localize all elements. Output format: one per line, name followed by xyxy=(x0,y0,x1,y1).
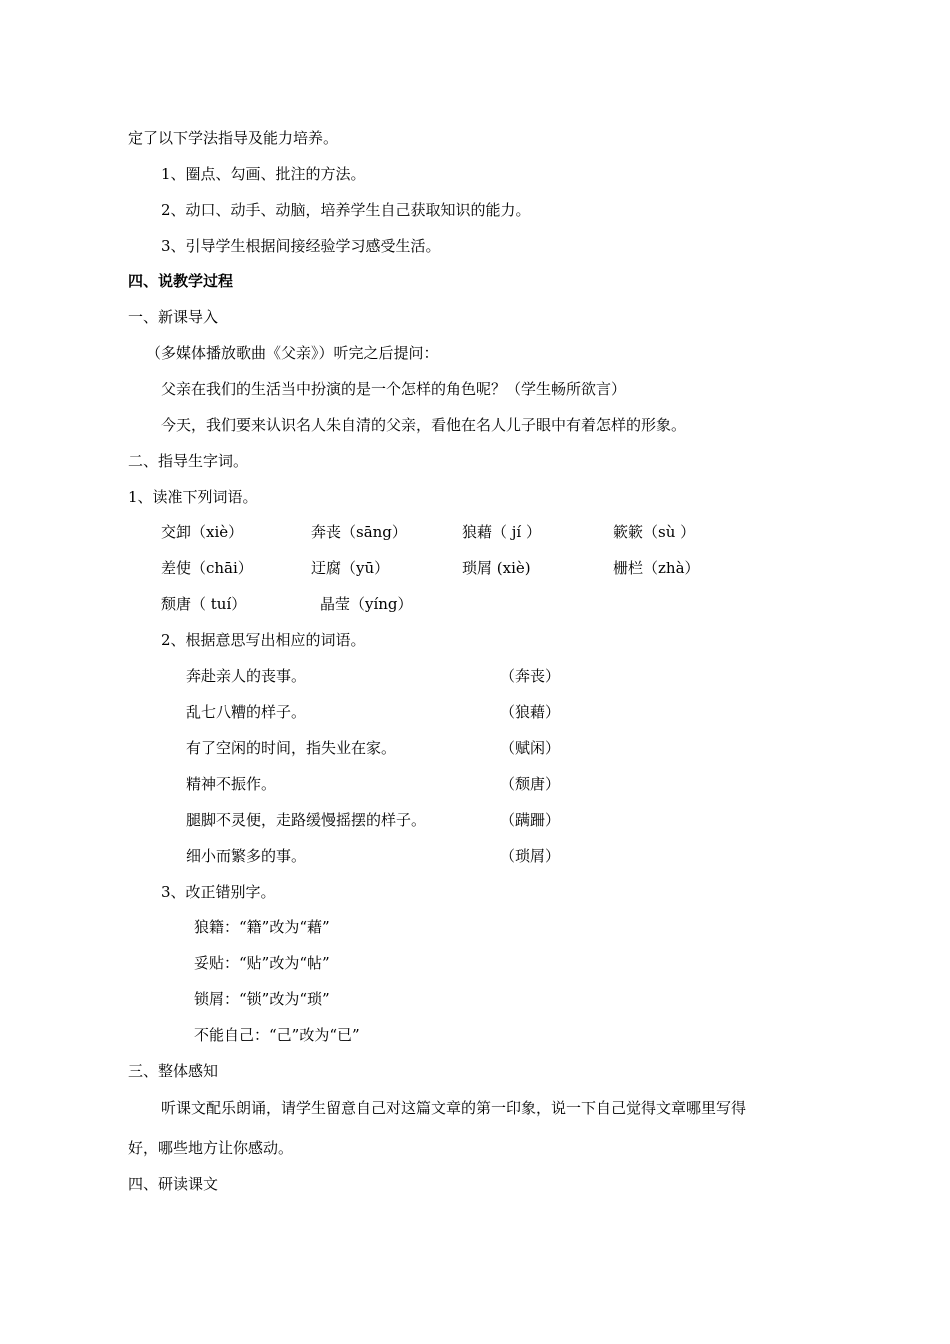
definition-meaning: 乱七八糟的样子。 xyxy=(186,703,307,721)
paragraph-line: 今天，我们要来认识名人朱自清的父亲，看他在名人儿子眼中有着怎样的形象。 xyxy=(161,416,687,434)
correction-item: 不能自己：“己”改为“已” xyxy=(194,1026,360,1044)
definition-word: （赋闲） xyxy=(500,739,561,757)
definition-word: （奔丧） xyxy=(500,667,561,685)
correction-item: 锁屑：“锁”改为“琐” xyxy=(194,990,330,1008)
definition-word: （琐屑） xyxy=(500,847,561,865)
sub-heading: 1、读准下列词语。 xyxy=(128,488,258,506)
method-item: 2、动口、动手、动脑，培养学生自己获取知识的能力。 xyxy=(161,201,531,219)
paragraph-line: （多媒体播放歌曲《父亲》）听完之后提问： xyxy=(146,344,439,362)
pinyin-item: 晶莹（yíng） xyxy=(320,595,413,613)
paragraph-line: 好，哪些地方让你感动。 xyxy=(128,1139,294,1157)
part-heading: 四、研读课文 xyxy=(128,1175,219,1193)
definition-meaning: 精神不振作。 xyxy=(186,775,277,793)
correction-item: 狼籍：“籍”改为“藉” xyxy=(194,918,330,936)
definition-word: （颓唐） xyxy=(500,775,561,793)
paragraph-line: 父亲在我们的生活当中扮演的是一个怎样的角色呢？（学生畅所欲言） xyxy=(161,380,627,398)
pinyin-item: 迂腐（yū） xyxy=(311,559,390,577)
pinyin-item: 簌簌（sù ） xyxy=(613,523,696,541)
sub-heading: 2、根据意思写出相应的词语。 xyxy=(161,631,366,649)
pinyin-item: 交卸（xiè） xyxy=(161,523,244,541)
pinyin-item: 颓唐（ tuí） xyxy=(161,595,247,613)
method-item: 1、圈点、勾画、批注的方法。 xyxy=(161,165,366,183)
pinyin-item: 狼藉（ jí ） xyxy=(462,523,541,541)
pinyin-item: 奔丧（sāng） xyxy=(311,523,407,541)
pinyin-item: 琐屑 (xiè) xyxy=(462,559,531,577)
part-heading: 二、指导生字词。 xyxy=(128,452,249,470)
definition-meaning: 细小而繁多的事。 xyxy=(186,847,307,865)
definition-meaning: 腿脚不灵便，走路缓慢摇摆的样子。 xyxy=(186,811,427,829)
pinyin-item: 差使（chāi） xyxy=(161,559,253,577)
definition-meaning: 奔赴亲人的丧事。 xyxy=(186,667,307,685)
definition-meaning: 有了空闲的时间，指失业在家。 xyxy=(186,739,397,757)
pinyin-item: 栅栏（zhà） xyxy=(613,559,700,577)
correction-item: 妥贴：“贴”改为“帖” xyxy=(194,954,330,972)
paragraph-line: 听课文配乐朗诵，请学生留意自己对这篇文章的第一印象，说一下自己觉得文章哪里写得 xyxy=(161,1099,747,1117)
method-item: 3、引导学生根据间接经验学习感受生活。 xyxy=(161,237,441,255)
part-heading: 三、整体感知 xyxy=(128,1062,219,1080)
part-heading: 一、新课导入 xyxy=(128,308,219,326)
definition-word: （蹒跚） xyxy=(500,811,561,829)
section-heading: 四、说教学过程 xyxy=(128,272,234,290)
intro-line: 定了以下学法指导及能力培养。 xyxy=(128,129,339,147)
sub-heading: 3、改正错别字。 xyxy=(161,883,276,901)
definition-word: （狼藉） xyxy=(500,703,561,721)
